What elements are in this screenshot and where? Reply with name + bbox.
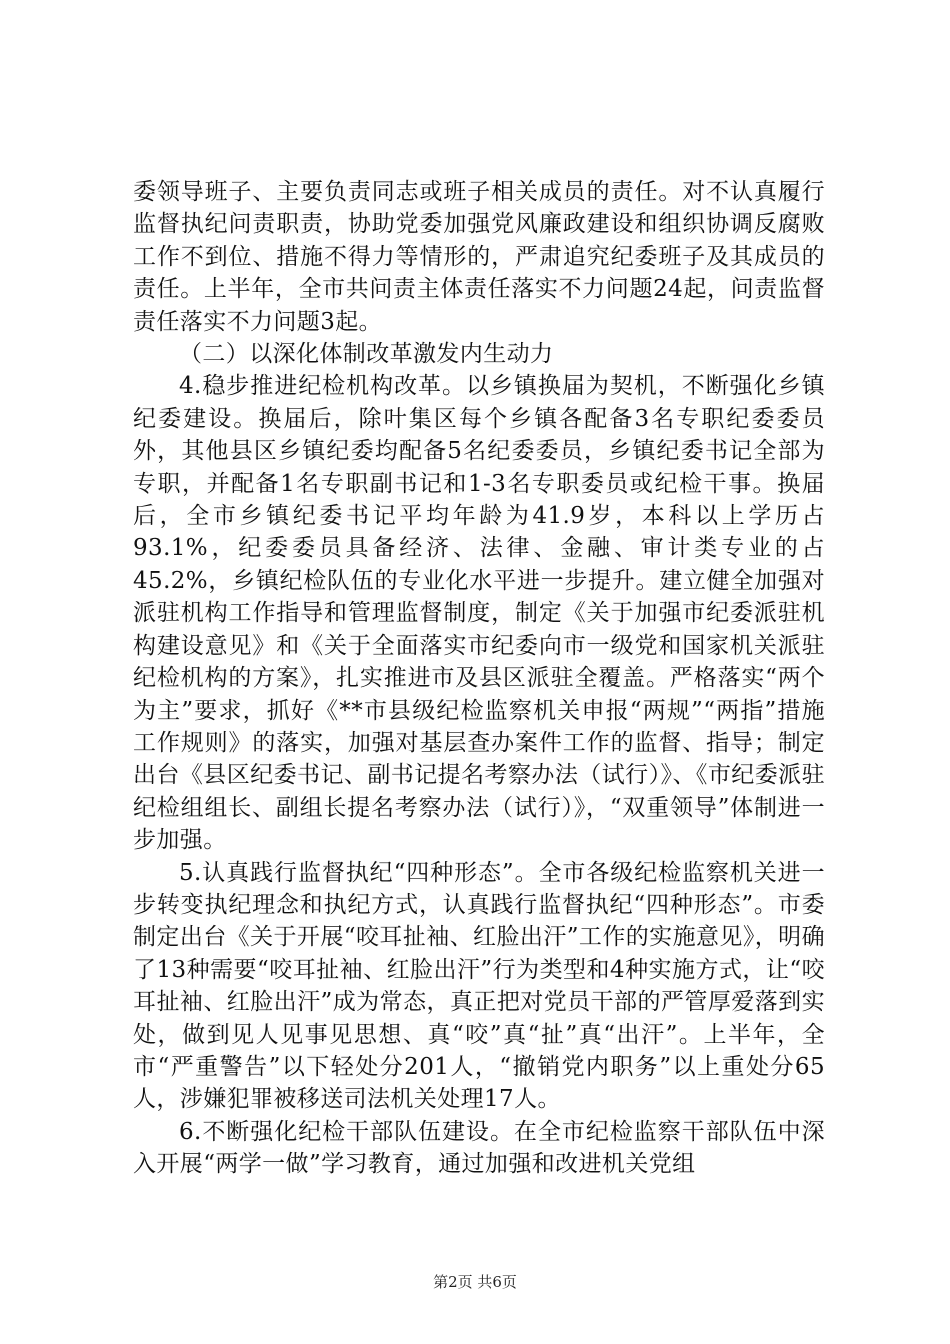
paragraph-item-5: 5.认真践行监督执纪“四种形态”。全市各级纪检监察机关进一步转变执纪理念和执纪方式，认真践行监督执纪“四种形态”。市委制定出台《关于开展“咬耳扯袖、红脸出汗”工作的实施意见》，明确了13种需要“咬耳扯袖、红脸出汗”行为类型和4种实施方式，让“咬耳扯袖、红脸出汗”成为常态，真正把对党员干部的严管厚爱落到实处，做到见人见事见思想、真“咬”真“扯”真“出汗”。上半年，全市“严重警告”以下轻处分201人，“撤销党内职务”以上重处分65人，涉嫌犯罪被移送司法机关处理17人。 bbox=[133, 859, 825, 1113]
paragraph-continuation: 委领导班子、主要负责同志或班子相关成员的责任。对不认真履行监督执纪问责职责，协助党委加强党风廉政建设和组织协调反腐败工作不到位、措施不得力等情形的，严肃追究纪委班子及其成员的责任。上半年，全市共问责主体责任落实不力问题24起，问责监督责任落实不力问题3起。 bbox=[133, 179, 825, 335]
document-body bbox=[133, 176, 825, 1181]
paragraph-item-6: 6.不断强化纪检干部队伍建设。在全市纪检监察干部队伍中深入开展“两学一做”学习教育，通过加强和改进机关党组 bbox=[133, 1118, 825, 1178]
section-heading: （二）以深化体制改革激发内生动力 bbox=[179, 341, 554, 368]
page-footer: 第2页 共6页 bbox=[433, 1273, 517, 1291]
paragraph-item-4: 4.稳步推进纪检机构改革。以乡镇换届为契机，不断强化乡镇纪委建设。换届后，除叶集区每个乡镇各配备3名专职纪委委员外，其他县区乡镇纪委均配备5名纪委委员，乡镇纪委书记全部为专职，并配备1名专职副书记和1-3名专职委员或纪检干事。换届后，全市乡镇纪委书记平均年龄为41.9岁，本科以上学历占93.1%，纪委委员具备经济、法律、金融、审计类专业的占45.2%，乡镇纪检队伍的专业化水平进一步提升。建立健全加强对派驻机构工作指导和管理监督制度，制定《关于加强市纪委派驻机构建设意见》和《关于全面落实市纪委向市一级党和国家机关派驻纪检机构的方案》，扎实推进市及县区派驻全覆盖。严格落实“两个为主”要求，抓好《**市县级纪检监察机关申报“两规”“两指”措施工作规则》的落实，加强对基层查办案件工作的监督、指导；制定出台《县区纪委书记、副书记提名考察办法（试行）》、《市纪委派驻纪检组组长、副组长提名考察办法（试行）》，“双重领导”体制进一步加强。 bbox=[133, 373, 825, 854]
